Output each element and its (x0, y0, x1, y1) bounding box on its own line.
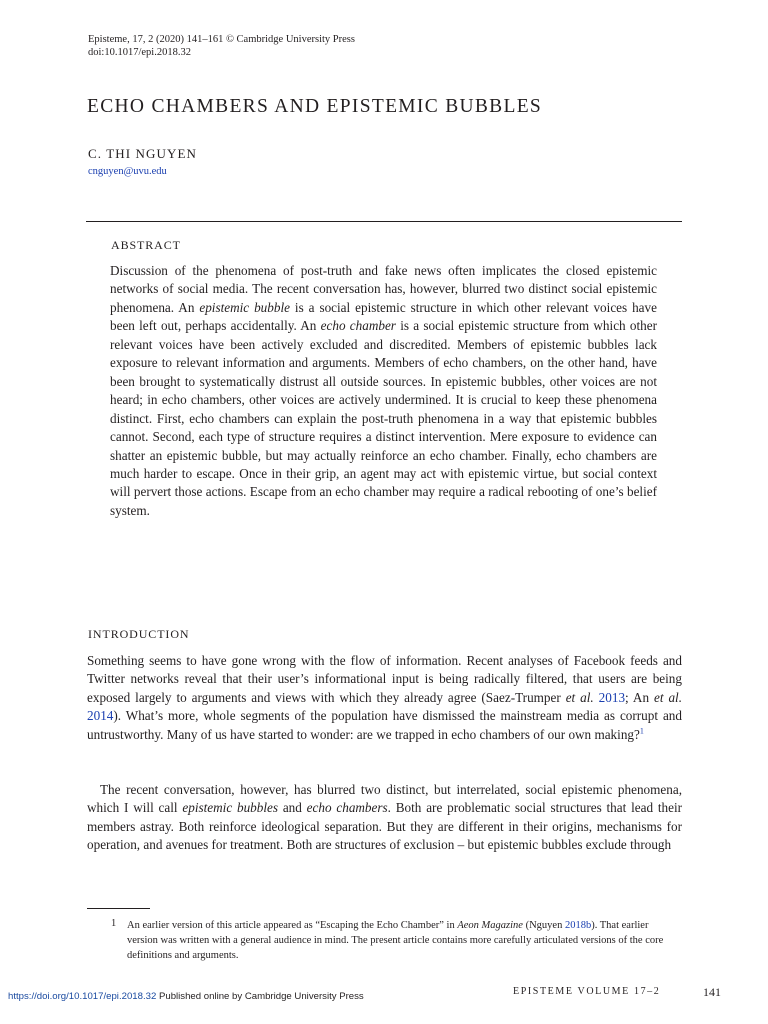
citation-link-2018b[interactable]: 2018b (564, 920, 592, 931)
introduction-paragraph-1: Something seems to have gone wrong with the flow of information. Recent analyses of Facebook feeds and Twitter networks reveal that their user’s informational input is being radically filtered, that users are being exposed largely to arguments and views with which they already agree (Saez-Trumper et al. 2013; An et al. 2014). What’s more, whole segments of the population have dismissed the mainstream media as corrupt and untrustworthy. Many of us have started to wonder: are we trapped in echo chambers of our own making?$^1$ (87, 653, 682, 742)
citation-link-2013[interactable]: 2013 (598, 689, 626, 705)
abstract-body: Discussion of the phenomena of post-truth and fake news often implicates the closed epistemic networks of social media. The recent conversation has, however, blurred two distinct social epistemic phenomena. An epistemic bubble is a social epistemic structure in which other relevant voices have been left out, perhaps accidentally. An echo chamber is a social epistemic structure from which other relevant voices have been actively excluded and discredited. Members of epistemic bubbles lack exposure to relevant information and arguments. Members of echo chambers, on the other hand, have been brought to systematically distrust all outside sources. In epistemic bubbles, other voices are not heard; in echo chambers, other voices are actively undermined. It is crucial to keep these phenomena distinct. First, echo chambers can explain the post-truth phenomena in a way that epistemic bubbles cannot. Second, each type of structure requires a distinct intervention. Mere exposure to evidence can shatter an epistemic bubble, but may actually reinforce an echo chamber. Finally, echo chambers are much harder to escape. Once in their grip, an agent may act with epistemic virtue, but social context will pervert those actions. Escape from an echo chamber may require a radical rebooting of one’s belief system. (110, 263, 657, 518)
running-head: EPISTEME VOLUME 17–2 (513, 986, 661, 997)
citation-link-2014[interactable]: 2014 (87, 708, 114, 724)
footnote-ref-1[interactable]: 1 (639, 726, 644, 736)
introduction-paragraph-2: The recent conversation, however, has blurred two distinct, but interrelated, social epistemic phenomena, which I will call epistemic bubbles and echo chambers. Both are problematic social structures that lead their members astray. Both reinforce ideological separation. But they are different in their origins, mechanisms for operation, and avenues for treatment. Both are structures of exclusion – but epistemic bubbles exclude through (87, 782, 683, 853)
footer-doi-line: https://doi.org/10.1017/epi.2018.32 Published online by Cambridge University Press (8, 991, 364, 1002)
author-email-link[interactable]: cnguyen@uvu.edu (88, 166, 167, 177)
article-title: ECHO CHAMBERS AND EPISTEMIC BUBBLES (87, 96, 543, 117)
page-number: 141 (703, 985, 721, 999)
footer-doi-link[interactable]: https://doi.org/10.1017/epi.2018.32 (8, 991, 157, 1002)
footnote-number: 1 (111, 918, 117, 929)
title-divider (86, 221, 682, 222)
footnote-text: An earlier version of this article appeared as “Escaping the Echo Chamber” in Aeon Magazine (Nguyen 2018b). That earlier version was written with a general audience in mind. The present article contains more carefully articulated versions of the core definitions and arguments. (127, 920, 664, 962)
abstract-heading: ABSTRACT (111, 238, 181, 252)
article-doi: doi:10.1017/epi.2018.32 (88, 47, 191, 58)
footnote-divider (87, 908, 150, 909)
introduction-heading: INTRODUCTION (88, 627, 190, 641)
author-name: C. THI NGUYEN (88, 146, 198, 161)
journal-citation: Episteme, 17, 2 (2020) 141–161 © Cambridge University Press (88, 34, 355, 45)
